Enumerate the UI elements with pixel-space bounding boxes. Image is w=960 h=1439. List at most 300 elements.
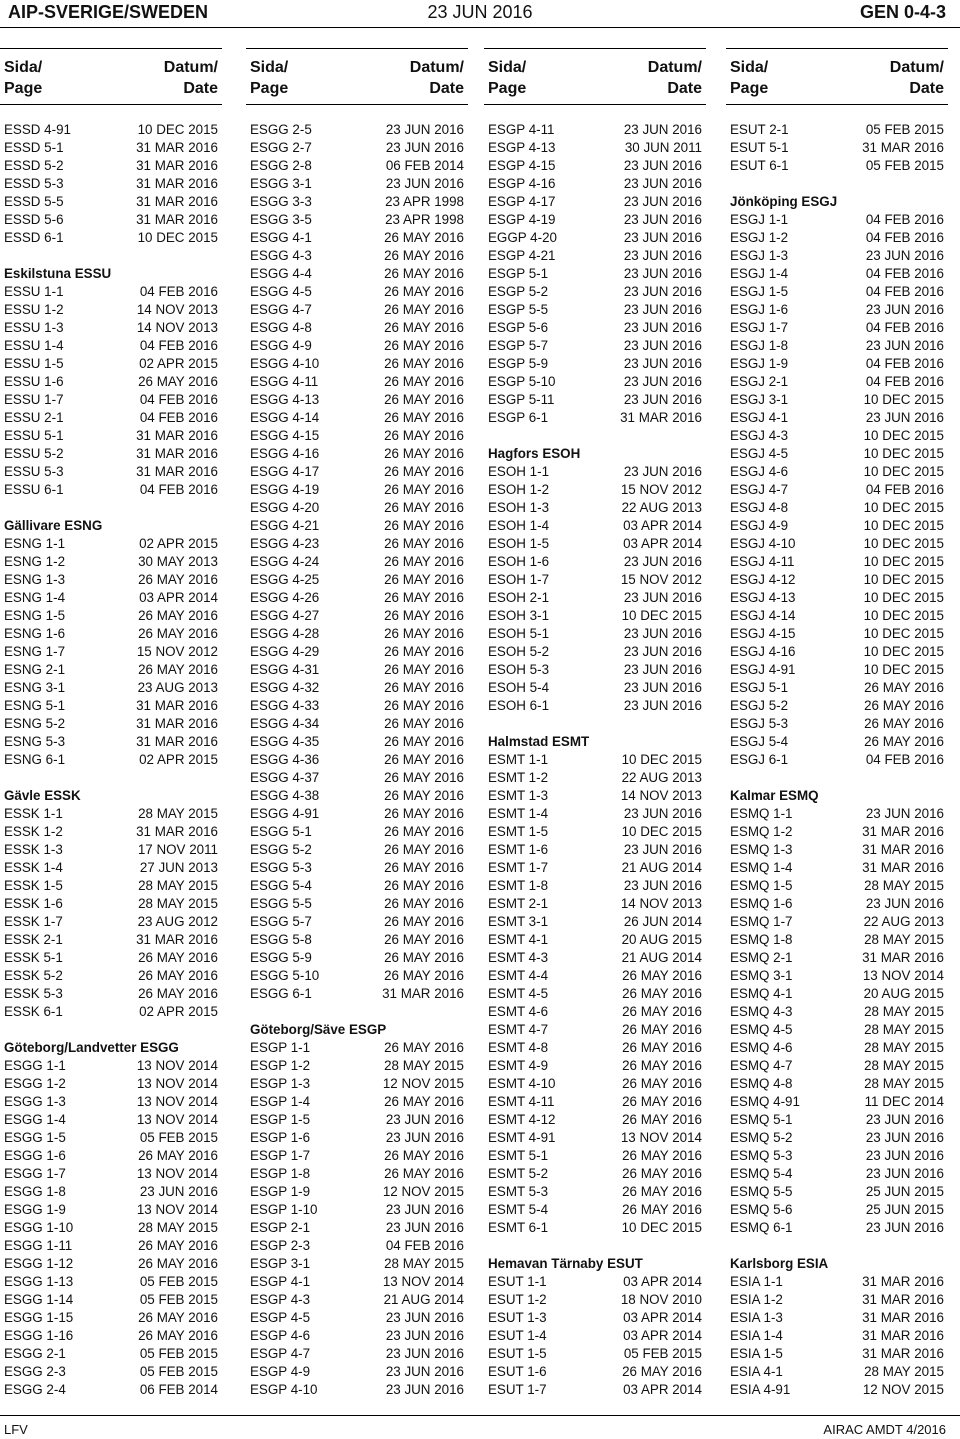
page-reference: ESMQ 4-1 (730, 986, 793, 1001)
page-reference: ESGP 1-4 (250, 1094, 311, 1109)
page-entry-row (0, 121, 222, 139)
page-entry-row (246, 283, 468, 301)
page-entry-row (246, 1147, 468, 1165)
effective-date: 13 NOV 2014 (382, 1274, 464, 1289)
page-entry-row (0, 859, 222, 877)
page-reference: ESGG 1-4 (4, 1112, 66, 1127)
page-entry-row (484, 517, 706, 535)
page-reference: ESMQ 2-1 (730, 950, 793, 965)
page-entry-row (0, 823, 222, 841)
page-entry-row (246, 139, 468, 157)
page-reference: ESGG 4-11 (250, 374, 319, 389)
effective-date: 10 DEC 2015 (863, 428, 944, 443)
page-reference: ESMT 4-5 (488, 986, 549, 1001)
effective-date: 05 FEB 2015 (139, 1292, 218, 1307)
effective-date: 31 MAR 2016 (862, 860, 944, 875)
page-entry-row (726, 1363, 948, 1381)
effective-date: 26 MAY 2016 (622, 1058, 702, 1073)
effective-date: 21 AUG 2014 (383, 1292, 464, 1307)
effective-date: 26 MAY 2016 (384, 608, 464, 623)
page-entry-row (726, 877, 948, 895)
page-reference: ESGJ 4-11 (730, 554, 795, 569)
page-reference: ESNG 5-2 (4, 716, 66, 731)
effective-date: 23 JUN 2016 (623, 248, 702, 263)
page-entry-row (726, 967, 948, 985)
page-entry-row (246, 1309, 468, 1327)
effective-date: 20 AUG 2015 (863, 986, 944, 1001)
date-column-label: Datum/ Date (889, 59, 944, 97)
page-reference: ESGG 4-32 (250, 680, 320, 695)
page-reference: ESSD 5-1 (4, 140, 64, 155)
effective-date: 23 JUN 2016 (623, 266, 702, 281)
page-reference: ESMT 1-5 (488, 824, 549, 839)
effective-date: 23 AUG 2012 (137, 914, 218, 929)
page-reference: ESNG 1-6 (4, 626, 66, 641)
effective-date: 14 NOV 2013 (136, 320, 218, 335)
effective-date: 26 MAY 2016 (384, 230, 464, 245)
page-entry-row (246, 517, 468, 535)
page-reference: ESSD 5-6 (4, 212, 64, 227)
page-entry-row (726, 1291, 948, 1309)
page-entry-row (246, 625, 468, 643)
effective-date: 21 AUG 2014 (621, 860, 702, 875)
page-reference: ESUT 1-2 (488, 1292, 547, 1307)
page-reference: ESSK 1-3 (4, 842, 63, 857)
effective-date: 26 MAY 2016 (384, 266, 464, 281)
effective-date: 05 FEB 2015 (139, 1346, 218, 1361)
page-reference: ESGG 1-16 (4, 1328, 74, 1343)
page-entry-row (726, 661, 948, 679)
page-entry-row (484, 175, 706, 193)
page-reference: ESNG 1-4 (4, 590, 66, 605)
page-reference: ESGJ 4-16 (730, 644, 796, 659)
page-reference: ESGG 1-5 (4, 1130, 66, 1145)
effective-date: 23 JUN 2016 (865, 806, 944, 821)
effective-date: 26 MAY 2016 (138, 986, 218, 1001)
effective-date: 26 MAY 2016 (384, 860, 464, 875)
effective-date: 26 MAY 2016 (622, 1184, 702, 1199)
page-entry-row (726, 283, 948, 301)
page-entry-row (484, 1003, 706, 1021)
page-entry-row (246, 1165, 468, 1183)
effective-date: 26 MAY 2016 (384, 518, 464, 533)
effective-date: 31 MAR 2016 (136, 446, 218, 461)
effective-date: 10 DEC 2015 (863, 554, 944, 569)
effective-date: 26 MAY 2016 (384, 680, 464, 695)
effective-date: 10 DEC 2015 (863, 626, 944, 641)
page-entry-row (484, 1201, 706, 1219)
effective-date: 05 FEB 2015 (623, 1346, 702, 1361)
effective-date: 04 FEB 2016 (865, 752, 944, 767)
page-entry-row (246, 589, 468, 607)
effective-date: 23 JUN 2016 (623, 320, 702, 335)
page-reference: ESMT 4-3 (488, 950, 549, 965)
page-entry-row (0, 697, 222, 715)
effective-date: 03 APR 2014 (623, 1274, 702, 1289)
effective-date: 26 MAY 2016 (384, 1148, 464, 1163)
page-reference: ESGJ 4-12 (730, 572, 796, 587)
effective-date: 26 MAY 2016 (864, 734, 944, 749)
effective-date: 28 MAY 2015 (384, 1256, 464, 1271)
effective-date: 31 MAR 2016 (862, 950, 944, 965)
page-entry-row (726, 1075, 948, 1093)
page-reference: ESGG 3-1 (250, 176, 312, 191)
page-reference: ESNG 2-1 (4, 662, 66, 677)
effective-date: 31 MAR 2016 (382, 986, 464, 1001)
effective-date: 13 NOV 2014 (136, 1112, 218, 1127)
effective-date: 23 JUN 2016 (623, 464, 702, 479)
effective-date: 10 DEC 2015 (137, 122, 218, 137)
page-entry-row (246, 841, 468, 859)
page-reference: ESGG 5-9 (250, 950, 312, 965)
page-entry-row (484, 913, 706, 931)
page-entry-row (726, 121, 948, 139)
page-reference: ESGJ 4-3 (730, 428, 789, 443)
page-entry-row (726, 1381, 948, 1399)
page-reference: ESGJ 3-1 (730, 392, 789, 407)
page-entry-row (726, 373, 948, 391)
page-entry-row (0, 1237, 222, 1255)
page-entry-row (484, 1093, 706, 1111)
page-entry-row (0, 1147, 222, 1165)
effective-date: 26 MAY 2016 (384, 446, 464, 461)
effective-date: 03 APR 2014 (623, 518, 702, 533)
page-entry-row (726, 1093, 948, 1111)
page-entry-row (484, 391, 706, 409)
page-reference: ESGJ 4-9 (730, 518, 789, 533)
column-1 (0, 48, 222, 1399)
effective-date: 26 MAY 2016 (384, 464, 464, 479)
page-entry-row (0, 1093, 222, 1111)
page-reference: ESGJ 4-14 (730, 608, 796, 623)
page-entry-row (0, 1111, 222, 1129)
page-reference: ESSU 5-1 (4, 428, 64, 443)
page-reference: ESSK 6-1 (4, 1004, 63, 1019)
page-reference: ESOH 1-2 (488, 482, 550, 497)
effective-date: 26 MAY 2016 (384, 482, 464, 497)
page-entry-row (484, 571, 706, 589)
effective-date: 30 JUN 2011 (624, 140, 702, 155)
effective-date: 04 FEB 2016 (139, 284, 218, 299)
page-entry-row (0, 373, 222, 391)
effective-date: 23 JUN 2016 (623, 392, 702, 407)
effective-date: 10 DEC 2015 (863, 590, 944, 605)
effective-date: 23 JUN 2016 (865, 410, 944, 425)
entry-list (726, 121, 948, 1399)
page-entry-row (726, 355, 948, 373)
page-entry-row (726, 1345, 948, 1363)
page-reference: ESGP 4-5 (250, 1310, 311, 1325)
effective-date: 31 MAR 2016 (136, 176, 218, 191)
page-reference: ESSK 1-1 (4, 806, 63, 821)
page-entry-row (0, 1255, 222, 1273)
page-entry-row (0, 319, 222, 337)
effective-date: 31 MAR 2016 (620, 410, 702, 425)
page-entry-row (0, 1075, 222, 1093)
page-reference: ESGP 5-6 (488, 320, 549, 335)
page-entry-row (0, 661, 222, 679)
effective-date: 03 APR 2014 (623, 1328, 702, 1343)
page-entry-row (484, 1345, 706, 1363)
page-entry-row (246, 121, 468, 139)
page-reference: ESGJ 2-1 (730, 374, 789, 389)
page-reference: ESMT 4-6 (488, 1004, 549, 1019)
page-entry-row (246, 265, 468, 283)
effective-date: 23 JUN 2016 (623, 878, 702, 893)
page-reference: ESGG 4-17 (250, 464, 320, 479)
page-entry-row (726, 139, 948, 157)
footer-amendment: AIRAC AMDT 4/2016 (823, 1422, 946, 1437)
effective-date: 10 DEC 2015 (863, 446, 944, 461)
page-entry-row (484, 1309, 706, 1327)
page-entry-row (246, 1327, 468, 1345)
page-entry-row (726, 949, 948, 967)
page-reference: ESGJ 1-7 (730, 320, 789, 335)
page-entry-row (484, 1057, 706, 1075)
page-reference: ESNG 3-1 (4, 680, 66, 695)
aerodrome-heading: Gällivare ESNG (4, 518, 103, 533)
effective-date: 31 MAR 2016 (136, 698, 218, 713)
page-reference: ESGG 5-8 (250, 932, 312, 947)
page-entry-row (246, 787, 468, 805)
page-reference: ESUT 1-6 (488, 1364, 547, 1379)
page-reference: ESGP 4-1 (250, 1274, 311, 1289)
effective-date: 04 FEB 2016 (139, 482, 218, 497)
effective-date: 28 MAY 2015 (138, 806, 218, 821)
effective-date: 26 MAY 2016 (384, 590, 464, 605)
page-reference: ESOH 1-7 (488, 572, 550, 587)
effective-date: 23 JUN 2016 (865, 1220, 944, 1235)
effective-date: 31 MAR 2016 (862, 1346, 944, 1361)
effective-date: 28 MAY 2015 (864, 1058, 944, 1073)
aerodrome-heading: Eskilstuna ESSU (4, 266, 112, 281)
column-4 (726, 48, 948, 1399)
page-reference: ESGP 6-1 (488, 410, 549, 425)
effective-date: 23 JUN 2016 (623, 302, 702, 317)
page-reference: ESGP 4-11 (488, 122, 555, 137)
page-column-label: Sida/ Page (250, 59, 289, 97)
page-entry-row (484, 283, 706, 301)
page-entry-row (0, 1003, 222, 1021)
page-entry-row (726, 589, 948, 607)
effective-date: 23 JUN 2016 (623, 554, 702, 569)
page-reference: ESNG 6-1 (4, 752, 66, 767)
page-entry-row (0, 283, 222, 301)
page-reference: ESGJ 6-1 (730, 752, 789, 767)
effective-date: 23 JUN 2016 (623, 212, 702, 227)
aerodrome-heading: Jönköping ESGJ (730, 194, 838, 209)
effective-date: 26 MAY 2016 (384, 428, 464, 443)
page-reference: ESSU 2-1 (4, 410, 64, 425)
effective-date: 10 DEC 2015 (621, 752, 702, 767)
page-reference: ESMQ 1-2 (730, 824, 793, 839)
page-reference: ESMT 4-10 (488, 1076, 556, 1091)
page-entry-row (484, 1273, 706, 1291)
page-entry-row (0, 193, 222, 211)
effective-date: 28 MAY 2015 (864, 878, 944, 893)
date-column-label: Datum/ Date (647, 59, 702, 97)
effective-date: 31 MAR 2016 (136, 932, 218, 947)
effective-date: 26 MAY 2016 (384, 788, 464, 803)
page-entry-row (246, 877, 468, 895)
effective-date: 03 APR 2014 (623, 1310, 702, 1325)
effective-date: 31 MAR 2016 (862, 1274, 944, 1289)
effective-date: 25 JUN 2015 (865, 1184, 944, 1199)
effective-date: 22 AUG 2013 (863, 914, 944, 929)
effective-date: 14 NOV 2013 (136, 302, 218, 317)
page-entry-row (0, 589, 222, 607)
page-entry-row (726, 517, 948, 535)
page-header (0, 0, 960, 26)
page-entry-row (246, 337, 468, 355)
page-reference: ESGP 1-7 (250, 1148, 311, 1163)
page-reference: ESUT 1-7 (488, 1382, 547, 1397)
page-entry-row (246, 463, 468, 481)
effective-date: 10 DEC 2015 (863, 662, 944, 677)
page-entry-row (484, 625, 706, 643)
page-reference: ESGJ 1-4 (730, 266, 789, 281)
page-entry-row (0, 1165, 222, 1183)
page-reference: ESGG 4-3 (250, 248, 312, 263)
page-reference: ESSD 5-5 (4, 194, 64, 209)
page-reference: ESSU 1-7 (4, 392, 64, 407)
effective-date: 23 JUN 2016 (623, 590, 702, 605)
page-entry-row (246, 679, 468, 697)
effective-date: 30 MAY 2013 (138, 554, 218, 569)
page-reference: ESGG 5-4 (250, 878, 312, 893)
page-entry-row (484, 1039, 706, 1057)
page-entry-row (484, 679, 706, 697)
page-reference: ESGG 4-4 (250, 266, 312, 281)
page-reference: ESGG 4-24 (250, 554, 320, 569)
effective-date: 10 DEC 2015 (621, 1220, 702, 1235)
page-reference: ESMT 4-7 (488, 1022, 549, 1037)
effective-date: 28 MAY 2015 (864, 1364, 944, 1379)
page-reference: ESGP 5-10 (488, 374, 556, 389)
page-entry-row (484, 301, 706, 319)
page-entry-row (726, 1003, 948, 1021)
page-reference: ESIA 1-4 (730, 1328, 783, 1343)
page-entry-row (484, 589, 706, 607)
page-entry-row (0, 1129, 222, 1147)
page-entry-row (484, 931, 706, 949)
page-reference: ESGJ 4-1 (730, 410, 789, 425)
effective-date: 26 MAY 2016 (384, 644, 464, 659)
page-reference: ESSU 1-6 (4, 374, 64, 389)
aerodrome-heading: Karlsborg ESIA (730, 1256, 829, 1271)
page-entry-row (246, 985, 468, 1003)
page-reference: ESGG 4-5 (250, 284, 312, 299)
page-entry-row (484, 409, 706, 427)
page-reference: ESMQ 1-8 (730, 932, 793, 947)
page-reference: ESMQ 4-91 (730, 1094, 800, 1109)
page-reference: ESGG 4-14 (250, 410, 320, 425)
page-reference: ESGG 4-19 (250, 482, 320, 497)
page-reference: ESGG 3-5 (250, 212, 312, 227)
page-entry-row (0, 391, 222, 409)
page-reference: ESGG 1-10 (4, 1220, 74, 1235)
page-reference: ESMT 3-1 (488, 914, 549, 929)
page-reference: ESGG 4-10 (250, 356, 320, 371)
page-reference: ESGG 1-14 (4, 1292, 74, 1307)
effective-date: 26 MAY 2016 (384, 1040, 464, 1055)
page-reference: ESGP 1-1 (250, 1040, 311, 1055)
page-entry-row (726, 643, 948, 661)
page-reference: ESSK 1-2 (4, 824, 63, 839)
page-entry-row (246, 697, 468, 715)
effective-date: 26 MAY 2016 (622, 986, 702, 1001)
effective-date: 04 FEB 2016 (865, 482, 944, 497)
page-entry-row (0, 625, 222, 643)
page-entry-row (726, 571, 948, 589)
aerodrome-heading: Göteborg/Landvetter ESGG (4, 1040, 179, 1055)
page-reference: ESNG 1-1 (4, 536, 66, 551)
page-entry-row (484, 751, 706, 769)
page-reference: ESMQ 5-1 (730, 1112, 793, 1127)
page-reference: ESSK 1-7 (4, 914, 63, 929)
page-reference: ESSK 5-1 (4, 950, 63, 965)
page-entry-row (246, 733, 468, 751)
effective-date: 26 MAY 2016 (622, 1040, 702, 1055)
page-entry-row (0, 463, 222, 481)
page-reference: ESSU 5-3 (4, 464, 64, 479)
effective-date: 23 JUN 2016 (865, 1148, 944, 1163)
page-entry-row (726, 229, 948, 247)
page-reference: ESMQ 1-7 (730, 914, 793, 929)
page-entry-row (246, 913, 468, 931)
page-reference: ESGP 1-2 (250, 1058, 311, 1073)
page-reference: ESSU 6-1 (4, 482, 64, 497)
page-reference: ESGG 5-2 (250, 842, 312, 857)
page-reference: ESGP 4-6 (250, 1328, 311, 1343)
page-reference: ESGP 4-7 (250, 1346, 311, 1361)
page-reference: ESGG 4-8 (250, 320, 312, 335)
effective-date: 23 JUN 2016 (385, 122, 464, 137)
effective-date: 26 MAY 2016 (384, 410, 464, 425)
page-reference: ESGG 1-11 (4, 1238, 73, 1253)
page-reference: ESGJ 1-1 (730, 212, 789, 227)
page-entry-row (484, 1327, 706, 1345)
effective-date: 23 APR 1998 (385, 194, 464, 209)
page-reference: ESSK 1-5 (4, 878, 63, 893)
effective-date: 22 AUG 2013 (621, 770, 702, 785)
effective-date: 23 JUN 2016 (623, 158, 702, 173)
page-reference: ESMQ 5-2 (730, 1130, 793, 1145)
effective-date: 05 FEB 2015 (139, 1130, 218, 1145)
effective-date: 28 MAY 2015 (138, 1220, 218, 1235)
page-entry-row (246, 1363, 468, 1381)
page-entry-row (484, 463, 706, 481)
page-entry-row (484, 229, 706, 247)
effective-date: 23 JUN 2016 (865, 896, 944, 911)
page-reference: ESGP 1-5 (250, 1112, 311, 1127)
page-reference: ESOH 1-4 (488, 518, 550, 533)
page-reference: ESGG 1-8 (4, 1184, 66, 1199)
page-entry-row (726, 913, 948, 931)
page-column-label: Sida/ Page (488, 59, 527, 97)
page-reference: ESGP 3-1 (250, 1256, 311, 1271)
page-reference: ESGG 4-16 (250, 446, 320, 461)
effective-date: 05 FEB 2015 (865, 158, 944, 173)
page-reference: ESMQ 4-6 (730, 1040, 793, 1055)
page-entry-row (726, 391, 948, 409)
effective-date: 13 NOV 2014 (136, 1058, 218, 1073)
page-reference: ESGG 2-1 (4, 1346, 66, 1361)
page-entry-row (0, 211, 222, 229)
page-reference: ESGP 4-3 (250, 1292, 311, 1307)
page-entry-row (246, 1039, 468, 1057)
page-entry-row (726, 1111, 948, 1129)
